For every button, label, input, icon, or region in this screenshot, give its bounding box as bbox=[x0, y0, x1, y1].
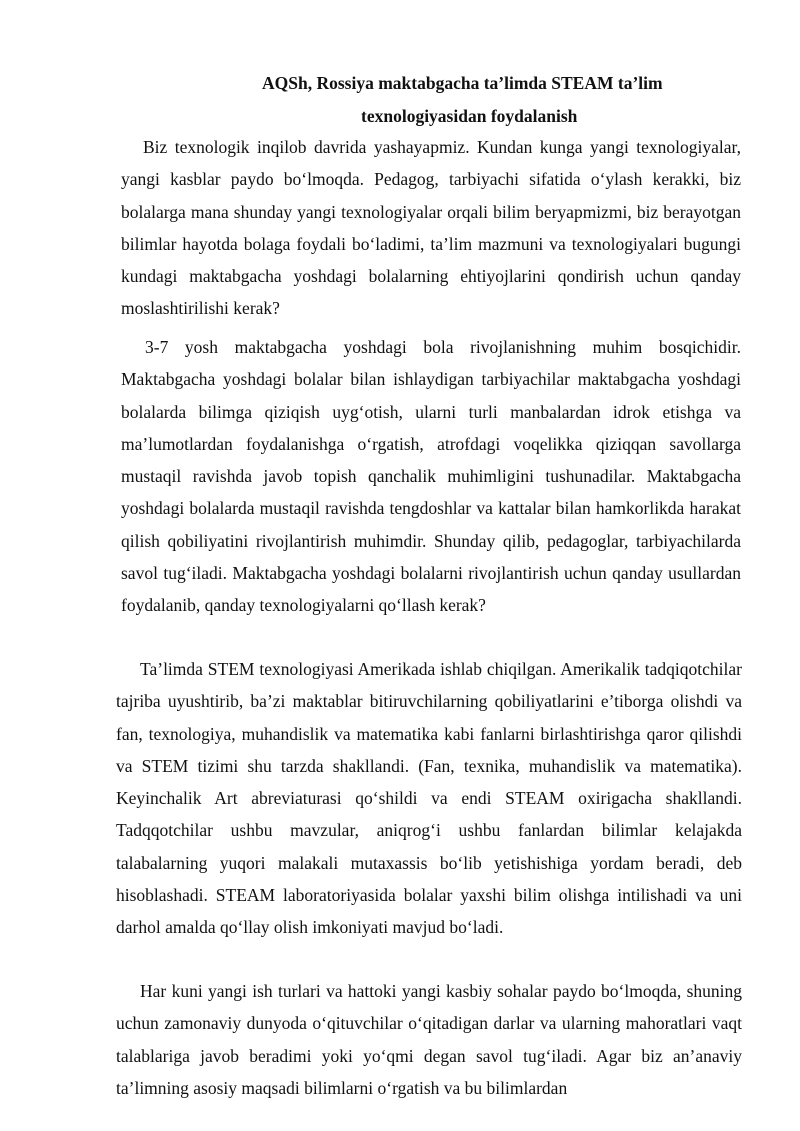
document-title-line-1: AQSh, Rossiya maktabgacha ta’limda STEAM ta’lim bbox=[262, 73, 663, 93]
document-title-line-2: texnologiyasidan foydalanish bbox=[361, 106, 578, 126]
paragraph-4: Har kuni yangi ish turlari va hattoki yangi kasbiy sohalar paydo bo‘lmoqda, shuning uchun zamonaviy dunyoda o‘qituvchilar o‘qitadigan darlar va ularning mahoratlari vaqt talablariga javob beradimi yoki yo‘qmi degan savol tug‘iladi. Agar biz an’anaviy ta’limning asosiy maqsadi bilimlarni o‘rgatish va bu bilimlardan bbox=[116, 981, 742, 1098]
paragraph-1: Biz texnologik inqilob davrida yashayapmiz. Kundan kunga yangi texnologiyalar, yangi kasblar paydo bo‘lmoqda. Pedagog, tarbiyachi sifatida o‘ylash kerakki, biz bolalarga mana shunday yangi texnologiyalar orqali bilim beryapmizmi, biz berayotgan bilimlar hayotda bolaga foydali bo‘ladimi, ta’lim mazmuni va texnologiyalari bugungi kundagi maktabgacha yoshdagi bolalarning ehtiyojlarini qondirish uchun qanday moslashtirilishi kerak? bbox=[121, 137, 741, 319]
paragraph-2: 3-7 yosh maktabgacha yoshdagi bola rivojlanishning muhim bosqichidir. Maktabgacha yoshdagi bolalar bilan ishlaydigan tarbiyachilar maktabgacha yoshdagi bolalarda bilimga qiziqish uyg‘otish, ularni turli manbalardan idrok etishga va ma’lumotlardan foydalanishga o‘rgatish, atrofdagi voqelikka qiziqqan savollarga mustaqil ravishda javob topish qanchalik muhimligini tushunadilar. Maktabgacha yoshdagi bolalarda mustaqil ravishda tengdoshlar va kattalar bilan hamkorlikda harakat qilish qobiliyatini rivojlantirish muhimdir. Shunday qilib, pedagoglar, tarbiyachilarda savol tug‘iladi. Maktabgacha yoshdagi bolalarni rivojlantirish uchun qanday usullardan foydalanib, qanday texnologiyalarni qo‘llash kerak? bbox=[121, 337, 741, 616]
paragraph-3: Ta’limda STEM texnologiyasi Amerikada ishlab chiqilgan. Amerikalik tadqiqotchilar tajriba uyushtirib, ba’zi maktablar bitiruvchilarning qobiliyatlarini e’tiborga olishdi va fan, texnologiya, muhandislik va matematika kabi fanlarni birlashtirishga qaror qilishdi va STEM tizimi shu tarzda shakllandi. (Fan, texnika, muhandislik va matematika). Keyinchalik Art abreviaturasi qo‘shildi va endi STEAM oxirigacha shakllandi. Tadqqotchilar ushbu mavzular, aniqrog‘i ushbu fanlardan bilimlar kelajakda talabalarning yuqori malakali mutaxassis bo‘lib yetishishiga yordam beradi, deb hisoblashadi. STEAM laboratoriyasida bolalar yaxshi bilim olishga intilishadi va uni darhol amalda qo‘llay olish imkoniyati mavjud bo‘ladi. bbox=[116, 659, 742, 938]
